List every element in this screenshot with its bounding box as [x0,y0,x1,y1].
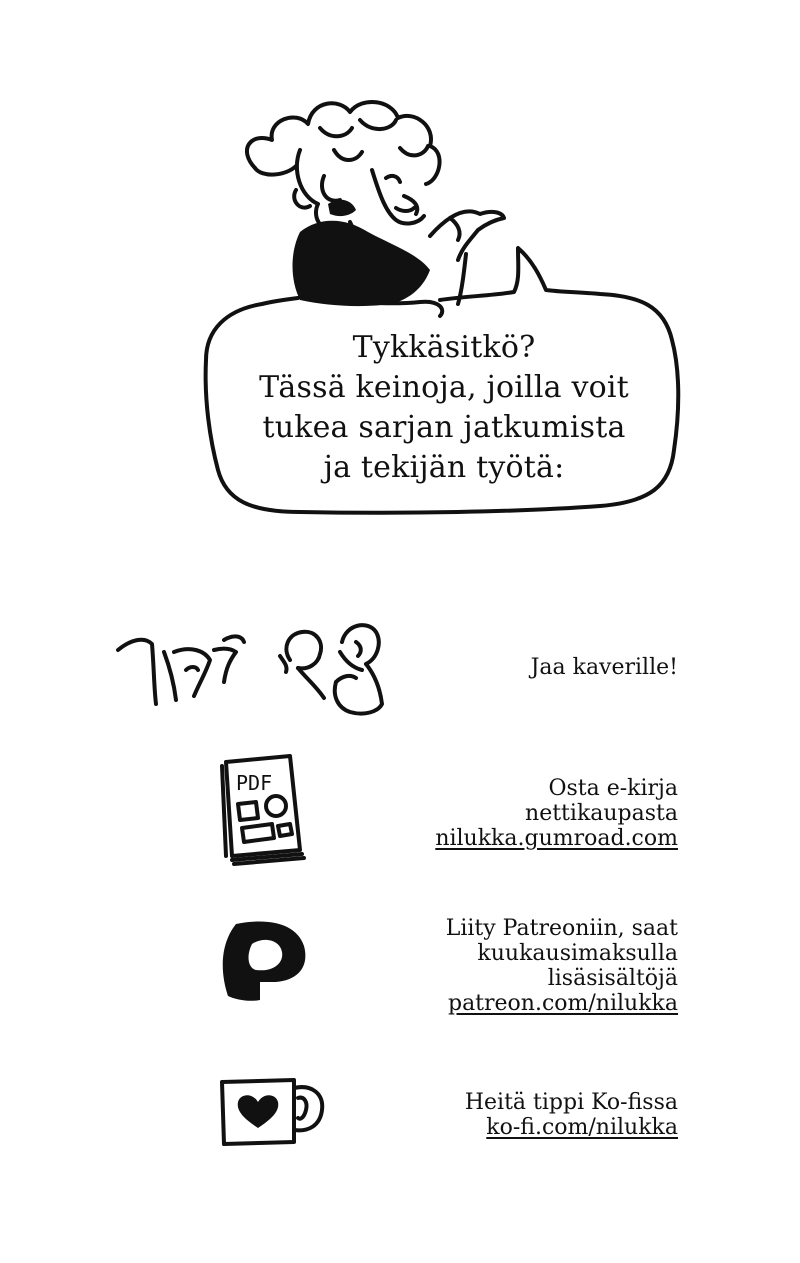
kofi-link[interactable]: ko-fi.com/nilukka [486,1115,678,1140]
bubble-line: Tykkäsitkö? [352,330,536,365]
bubble-line: Tässä keinoja, joilla voit [259,370,629,405]
pdf-ebook-icon [216,752,308,868]
bubble-line: tukea sarjan jatkumista [262,410,626,445]
bubble-line: ja tekijän työtä: [323,450,565,485]
patreon-logo-icon [216,916,312,1008]
patreon-line: lisäsisältöjä [547,966,678,991]
kofi-text [465,1090,678,1140]
share-line: Jaa kaverille! [530,655,678,680]
kofi-mug-icon [216,1076,328,1150]
sharing-people-icon [110,612,400,722]
patreon-link[interactable]: patreon.com/nilukka [447,991,678,1016]
patreon-text [446,916,678,1016]
gumroad-link[interactable]: nilukka.gumroad.com [435,826,678,851]
ebook-text [435,776,678,851]
share-text [531,655,678,680]
ebook-line: nettikaupasta [525,801,678,826]
bubble-text [228,328,660,488]
patreon-line: kuukausimaksulla [477,941,678,966]
ebook-line: Osta e-kirja [548,776,678,801]
kofi-line: Heitä tippi Ko-fissa [464,1090,678,1115]
patreon-line: Liity Patreoniin, saat [445,916,678,941]
svg-text:PDF: PDF [236,771,273,795]
